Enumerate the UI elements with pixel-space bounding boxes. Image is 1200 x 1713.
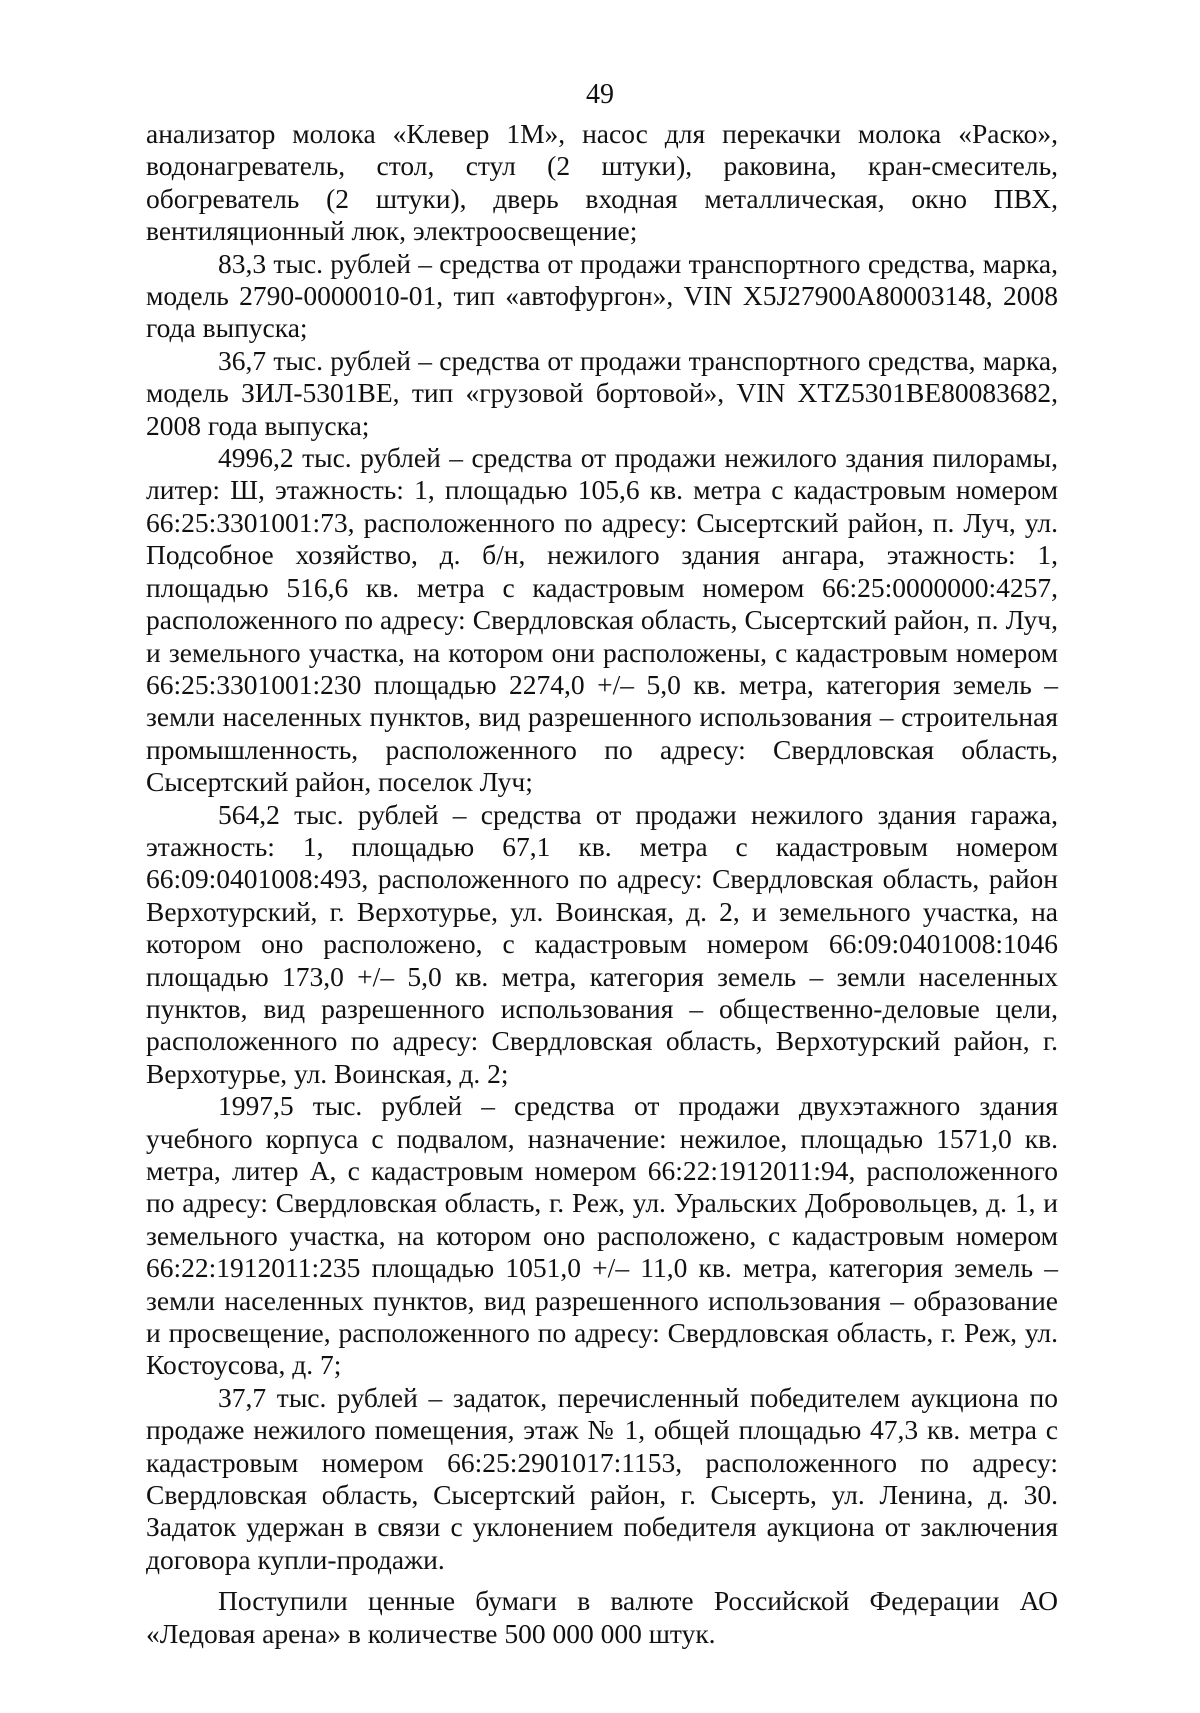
paragraph-sawmill-sale: 4996,2 тыс. рублей – средства от продажи нежилого здания пилорамы, литер: Ш, этажность: 1, площадью 105,6 кв. метра с кадастровым номером 66:25:3301001:73, расположенного по адресу: Сысертский район, п. Луч, ул. Подсобное хозяйство, д. б/н, нежилого здания ангара, этажность: 1, площадью 516,6 кв. метра с кадастровым номером 66:25:0000000:4257, расположенного по адресу: Свердловская область, Сысертский район, п. Луч, и земельного участка, на котором они расположены, с кадастровым номером 66:25:3301001:230 площадью 2274,0 +/– 5,0 кв. метра, категория земель – земли населенных пунктов, вид разрешенного использования – строительная промышленность, расположенного по адресу: Свердловская область, Сысертский район, поселок Луч; (146, 442, 1058, 798)
paragraph-garage-sale: 564,2 тыс. рублей – средства от продажи нежилого здания гаража, этажность: 1, площадью 67,1 кв. метра с кадастровым номером 66:09:0401008:493, расположенного по адресу: Свердловская область, район Верхотурский, г. Верхотурье, ул. Воинская, д. 2, и земельного участка, на котором оно расположено, с кадастровым номером 66:09:0401008:1046 площадью 173,0 +/– 5,0 кв. метра, категория земель – земли населенных пунктов, вид разрешенного использования – общественно-деловые цели, расположенного по адресу: Свердловская область, Верхотурский район, г. Верхотурье, ул. Воинская, д. 2; (146, 798, 1058, 1089)
paragraph-auction-deposit: 37,7 тыс. рублей – задаток, перечисленный победителем аукциона по продаже нежилого помещения, этаж № 1, общей площадью 47,3 кв. метра с кадастровым номером 66:25:2901017:1153, расположенного по адресу: Свердловская область, Сысертский район, г. Сысерть, ул. Ленина, д. 30. Задаток удержан в связи с уклонением победителя аукциона от заключения договора купли-продажи. (146, 1381, 1058, 1575)
paragraph-vehicle-truck: 36,7 тыс. рублей – средства от продажи транспортного средства, марка, модель ЗИЛ-5301ВЕ, тип «грузовой бортовой», VIN XTZ5301BE80083682, 2008 года выпуска; (146, 344, 1058, 441)
paragraph-vehicle-van: 83,3 тыс. рублей – средства от продажи транспортного средства, марка, модель 2790-0000010-01, тип «автофургон», VIN X5J27900A80003148, 2008 года выпуска; (146, 247, 1058, 344)
paragraph-school-building-sale: 1997,5 тыс. рублей – средства от продажи двухэтажного здания учебного корпуса с подвалом, назначение: нежилое, площадью 1571,0 кв. метра, литер А, с кадастровым номером 66:22:1912011:94, расположенного по адресу: Свердловская область, г. Реж, ул. Уральских Добровольцев, д. 1, и земельного участка, на котором оно расположено, с кадастровым номером 66:22:1912011:235 площадью 1051,0 +/– 11,0 кв. метра, категория земель – земли населенных пунктов, вид разрешенного использования – образование и просвещение, расположенного по адресу: Свердловская область, г. Реж, ул. Костоусова, д. 7; (146, 1090, 1058, 1381)
paragraph-equipment-list: анализатор молока «Клевер 1М», насос для перекачки молока «Раско», водонагреватель, стол, стул (2 штуки), раковина, кран-смеситель, обогреватель (2 штуки), дверь входная металлическая, окно ПВХ, вентиляционный люк, электроосвещение; (146, 118, 1058, 247)
document-body (146, 118, 1058, 1650)
paragraph-securities: Поступили ценные бумаги в валюте Российской Федерации АО «Ледовая арена» в количестве 500 000 000 штук. (146, 1585, 1058, 1649)
page-number: 49 (586, 79, 614, 110)
